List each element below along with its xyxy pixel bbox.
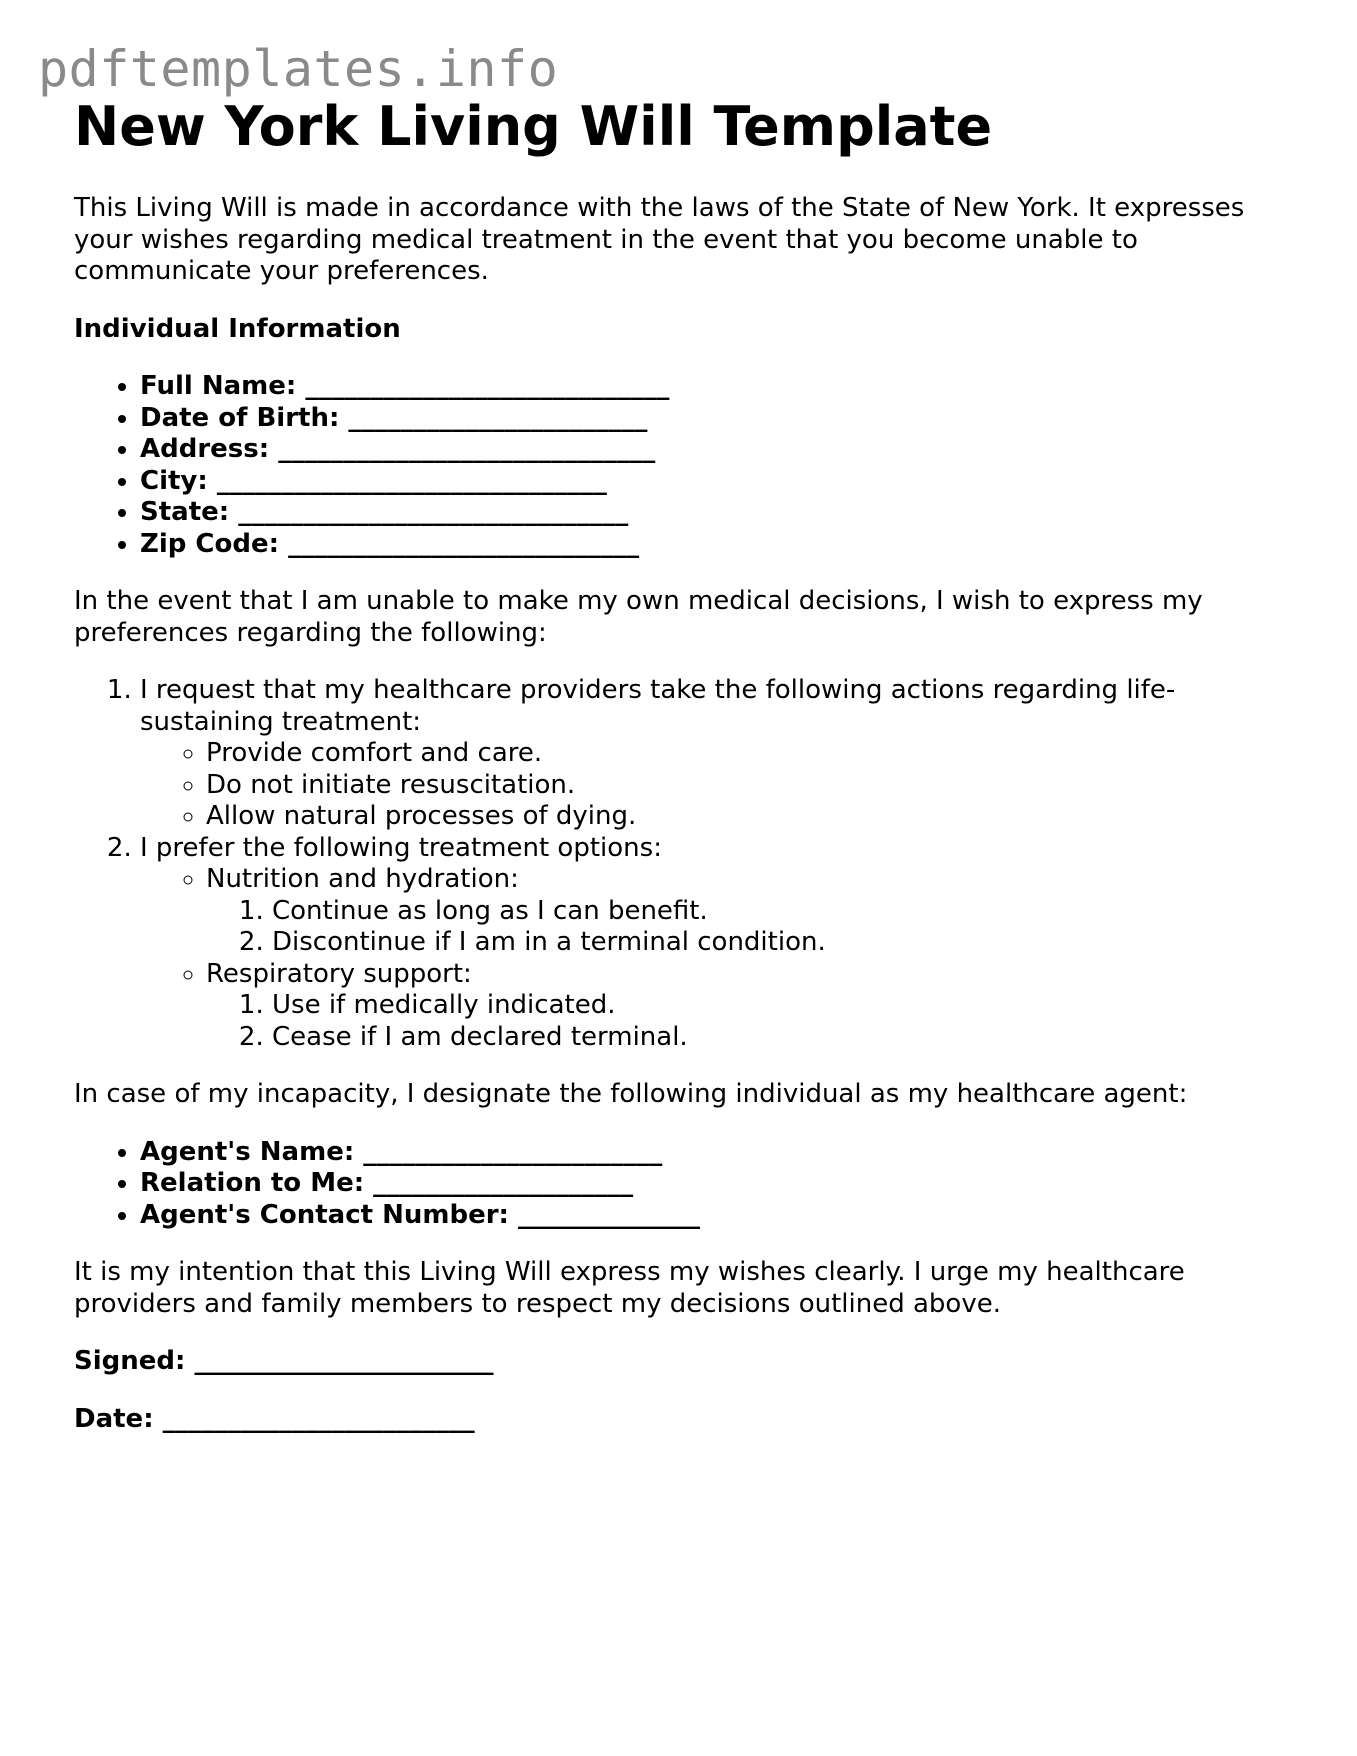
list-item: ◦ Provide comfort and care. — [206, 738, 1284, 770]
city-field[interactable]: • City: ______________________________ — [140, 466, 1284, 498]
agent-fields-list — [74, 1137, 1284, 1232]
agent-name-field[interactable]: • Agent's Name: _______________________ — [140, 1137, 1284, 1169]
relation-field[interactable]: • Relation to Me: ____________________ — [140, 1168, 1284, 1200]
list-item: 2. Discontinue if I am in a terminal condition. — [272, 927, 1284, 959]
agent-intro: In case of my incapacity, I designate the following individual as my healthcare agent: — [74, 1079, 1188, 1109]
nutrition-label: Nutrition and hydration: — [206, 864, 519, 894]
intro-paragraph: This Living Will is made in accordance with the laws of the State of New York. It expresses your wishes regarding medical treatment in the event that you become unable to communicate your preferences. — [74, 193, 1245, 286]
treatment-options-list — [140, 864, 1284, 1053]
respiratory-options-list — [206, 990, 1284, 1053]
individual-section-title: Individual Information — [74, 313, 401, 344]
state-field[interactable]: • State: ______________________________ — [140, 497, 1284, 529]
preferences-intro: In the event that I am unable to make my own medical decisions, I wish to express my preferences regarding the following: — [74, 586, 1203, 648]
preference-item — [140, 675, 1284, 833]
list-item: 1. Continue as long as I can benefit. — [272, 896, 1284, 928]
preference-item-text: I request that my healthcare providers take the following actions regarding life-sustaining treatment: — [140, 675, 1176, 737]
date-field[interactable]: Date: ________________________ — [74, 1403, 475, 1434]
date-of-birth-field[interactable]: • Date of Birth: _______________________ — [140, 403, 1284, 435]
page-title: New York Living Will Template — [74, 95, 993, 158]
address-field[interactable]: • Address: _____________________________ — [140, 434, 1284, 466]
nutrition-options-list — [206, 896, 1284, 959]
watermark: pdftemplates.info — [38, 40, 559, 98]
document-page — [74, 96, 1284, 1435]
respiratory-label: Respiratory support: — [206, 958, 472, 989]
full-name-field[interactable]: • Full Name: ____________________________ — [140, 371, 1284, 403]
preference-item — [140, 833, 1284, 1054]
list-item — [206, 959, 1284, 1054]
list-item: ◦ Do not initiate resuscitation. — [206, 770, 1284, 802]
zip-code-field[interactable]: • Zip Code: ___________________________ — [140, 529, 1284, 561]
list-item: 1. Use if medically indicated. — [272, 990, 1284, 1022]
agent-contact-field[interactable]: • Agent's Contact Number: ______________ — [140, 1200, 1284, 1232]
list-item: 2. Cease if I am declared terminal. — [272, 1022, 1284, 1054]
list-item — [206, 864, 1284, 959]
signed-field[interactable]: Signed: _______________________ — [74, 1346, 494, 1376]
individual-fields-list — [74, 371, 1284, 560]
life-sustaining-actions-list — [140, 738, 1284, 833]
list-item: ◦ Allow natural processes of dying. — [206, 801, 1284, 833]
preference-item-text: I prefer the following treatment options: — [140, 832, 662, 863]
closing-paragraph: It is my intention that this Living Will express my wishes clearly. I urge my healthcare providers and family members to respect my decisions outlined above. — [74, 1257, 1185, 1319]
preferences-list — [74, 675, 1284, 1053]
